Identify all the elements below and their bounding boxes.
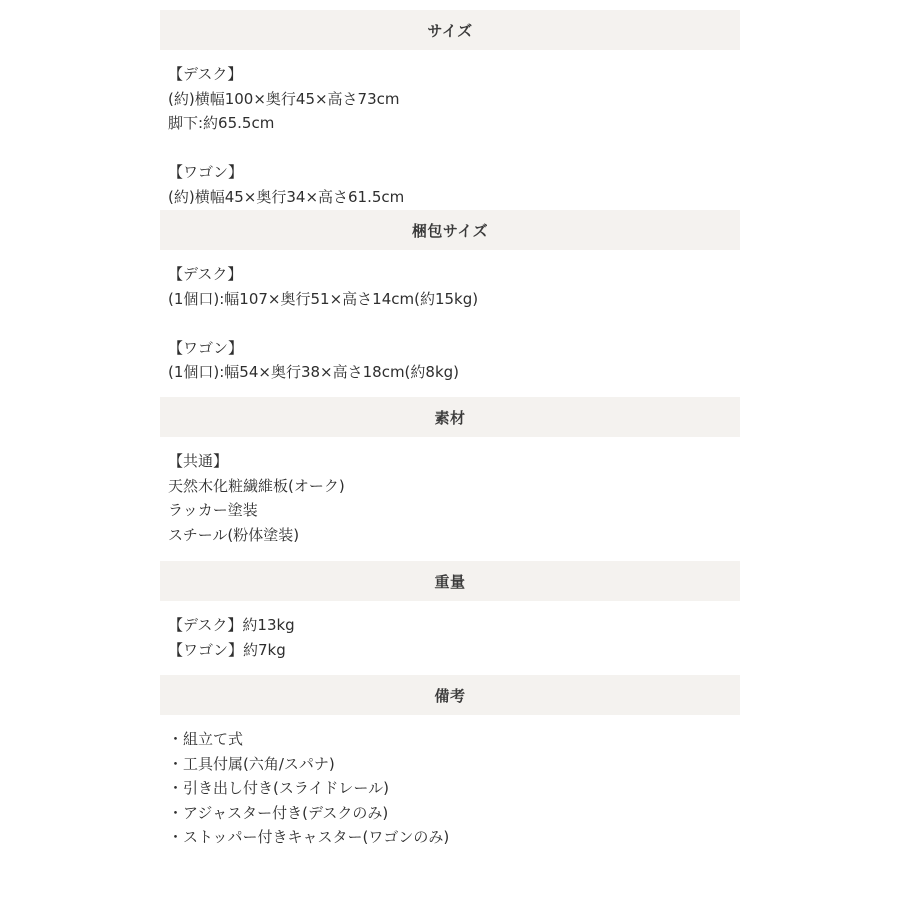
spec-line: 天然木化粧繊維板(オーク) [168, 476, 345, 495]
section-body-material [160, 437, 740, 561]
section-body-weight [160, 601, 740, 675]
spec-section-material [160, 397, 740, 561]
section-header-package: 梱包サイズ [160, 210, 740, 250]
spec-line: 【ワゴン】 [168, 338, 244, 357]
spec-line: ・組立て式 [168, 730, 244, 748]
spec-line: (1個口):幅54×奥行38×高さ18cm(約8kg) [168, 363, 460, 381]
spec-line: ・引き出し付き(スライドレール) [168, 779, 389, 797]
spec-line: (約)横幅100×奥行45×高さ73cm [168, 89, 400, 108]
spec-line: (1個口):幅107×奥行51×高さ14cm(約15kg) [168, 289, 479, 308]
section-body-package [160, 250, 740, 397]
section-body-notes [160, 715, 740, 855]
spec-line: 【ワゴン】約7kg [168, 640, 286, 659]
spec-line: 【デスク】 [168, 65, 243, 83]
spec-line: ・アジャスター付き(デスクのみ) [168, 803, 389, 822]
spec-section-notes [160, 675, 740, 855]
section-header-material: 素材 [160, 397, 740, 437]
spec-line: 脚下:約65.5cm [168, 114, 275, 132]
spec-line: ・ストッパー付きキャスター(ワゴンのみ) [168, 828, 450, 846]
spec-line: ラッカー塗装 [168, 501, 258, 519]
spec-section-package [160, 210, 740, 397]
spec-line: 【ワゴン】 [168, 163, 244, 181]
spec-line: ・工具付属(六角/スパナ) [168, 754, 335, 773]
section-header-notes: 備考 [160, 675, 740, 715]
spec-section-weight [160, 561, 740, 675]
section-header-size: サイズ [160, 10, 740, 50]
spec-gap [168, 136, 732, 161]
spec-section-size [160, 10, 740, 210]
spec-gap [168, 311, 732, 336]
spec-line: 【デスク】 [168, 265, 243, 283]
section-body-size [160, 50, 740, 210]
spec-line: スチール(粉体塗装) [168, 525, 300, 544]
spec-line: 【共通】 [168, 452, 229, 470]
product-spec-table [160, 10, 740, 855]
section-header-weight: 重量 [160, 561, 740, 601]
spec-line: (約)横幅45×奥行34×高さ61.5cm [168, 187, 405, 206]
spec-line: 【デスク】約13kg [168, 616, 295, 634]
